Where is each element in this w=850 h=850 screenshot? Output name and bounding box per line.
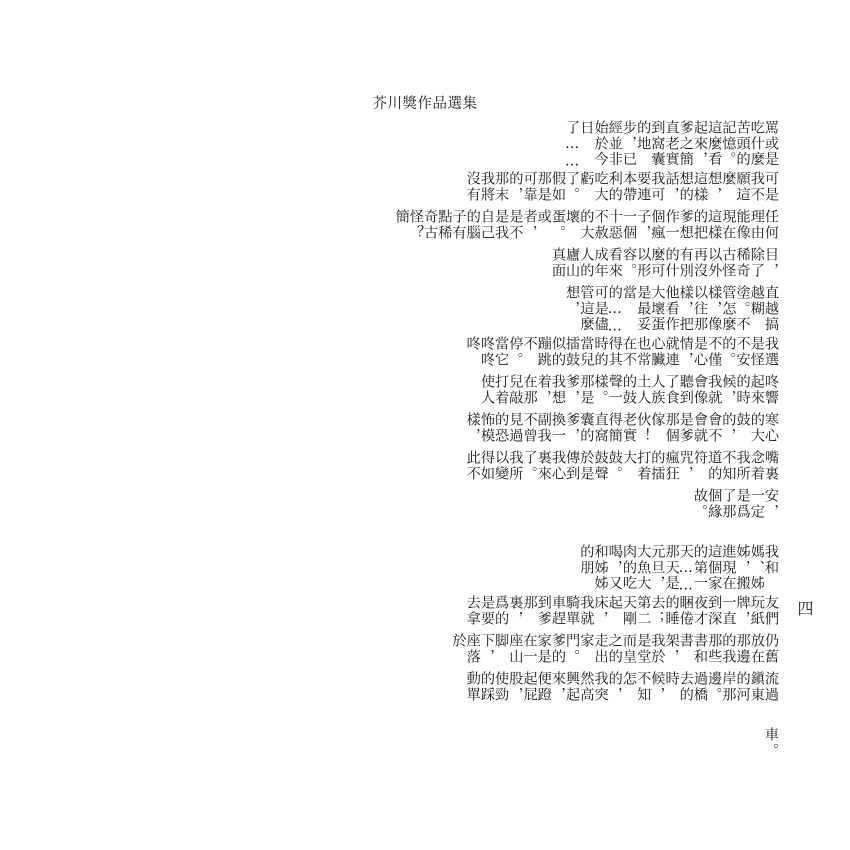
text-column: 目，除了稀奇古怪以外再沒有別的什麼可以形容。看來成年人的廬山真面 — [549, 247, 779, 279]
text-column: 咚響起來的時候，我就會像聽到了食人族土人的鼓聲一樣。那是爹，我想着，在那兒敲打着使人 — [478, 374, 779, 406]
text-column: 我和媽、姊姊，搬進現在這個家的第一天……那天是元旦，大魚大肉的吃喝，又和姊姊的朋 — [578, 544, 779, 595]
text-column: 可是我不願這麼想，這樣想的話，我可要連本帶利的吃大虧了。假如那是可靠的，那末我將沒有 — [464, 171, 779, 203]
text-column: 嘴裏念着我所不知道的符咒，瘋狂的擂打着大鼓。鼓聲於是傳到我心裏來了。我所以變得如此不 — [464, 450, 779, 482]
text-column: 罵或是吃什麼苦頭的記憶。這麼看起來，爹之簡直老實到窩囊的地步，已經並非始於今日了…… — [564, 120, 779, 171]
text-column: 任何理由能像現在這樣的把爹想作一個瘋子，一個十惡不赦的大壞蛋。或者，是不是我自己的腦子有點稀奇古怪？簡 — [393, 209, 779, 241]
text-column: 寒心的大鼓的，會不會就是爹那個傢伙！老實得簡直窩囊的爹，換一副我不曾見過的恐怖模樣， — [464, 412, 779, 444]
text-column: 友們玩紙牌，一直到深夜才睏倦的睡去；第二天剛起床，我就騎單車趕到爹那裏，爲的是要去拿 — [464, 595, 779, 627]
body-text — [78, 120, 778, 765]
text-column: 流過鎭東的河岸那邊。過橋去的時候，不知怎的，我突然高興起來，便蹬起屁股，使勁的踩動單 — [464, 671, 779, 703]
running-header: 芥川獎作品選集 — [372, 96, 478, 112]
page-number: 四 — [795, 600, 814, 616]
text-column: 安，一定是爲了那個緣故。 — [691, 488, 779, 520]
text-column: 直越搞越糊塗。不管怎麼樣，像以往那樣，把他看作大壞蛋是最妥當的……可是儘管這麼想， — [564, 285, 779, 336]
text-column: 車。 — [763, 727, 779, 759]
text-column: 仍舊放在那邊的我那些書和書架，我於是堂而皇之的走出家門。爹的家是在一座山脚下，座落於 — [450, 633, 779, 665]
text-column: 我選是怪不安的。不僅是心情，就連心臟也常在不得其時的當兒擂鼓似的蹦跳不停。當它咚咚咚 — [464, 336, 779, 368]
